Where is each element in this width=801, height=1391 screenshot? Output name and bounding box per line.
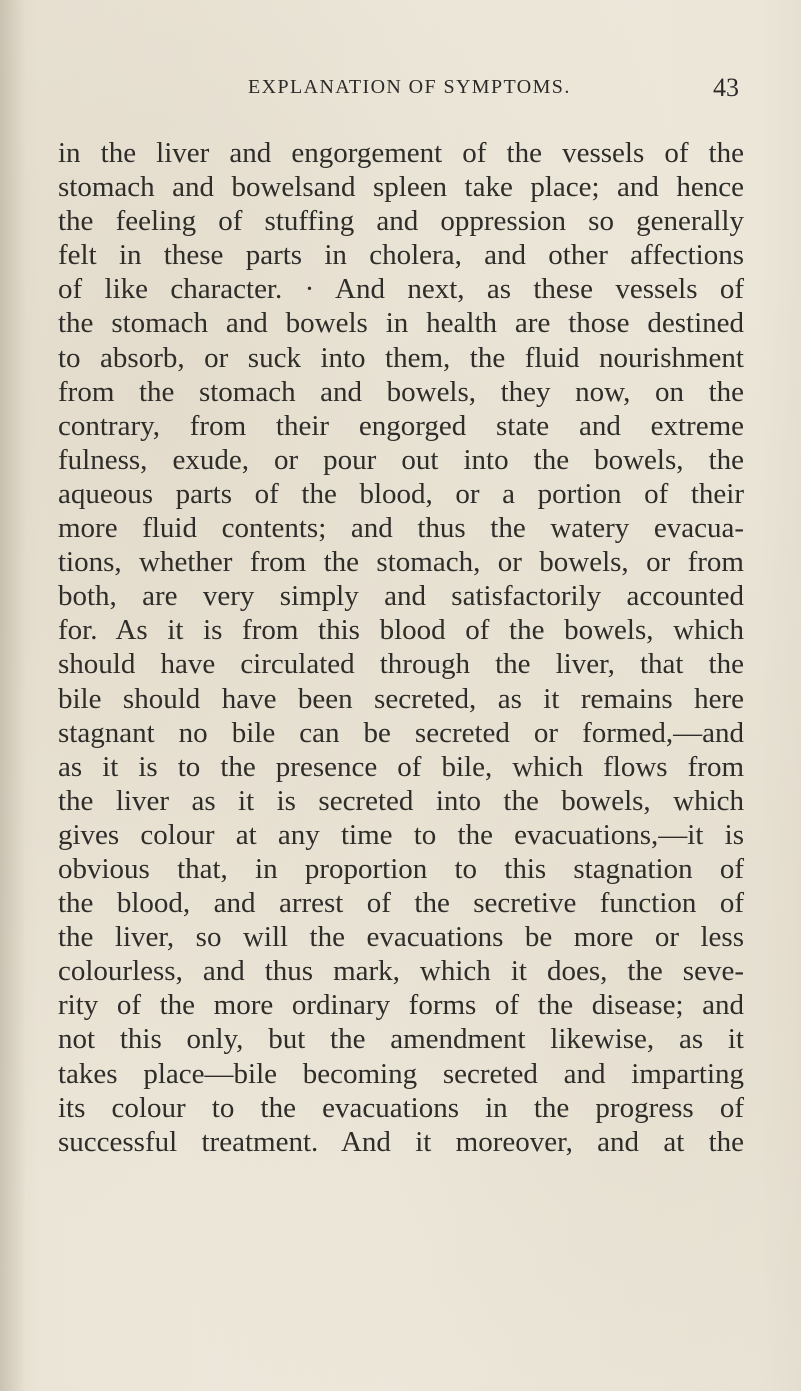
running-head-title: EXPLANATION OF SYMPTOMS. bbox=[248, 76, 571, 98]
text-line: colourless, and thus mark, which it does, the seve- bbox=[58, 955, 744, 988]
text-line: for. As it is from this blood of the bowels, which bbox=[58, 614, 744, 647]
text-line: in the liver and engorgement of the vessels of the bbox=[58, 137, 744, 169]
text-line: aqueous parts of the blood, or a portion of their bbox=[58, 477, 744, 510]
text-line: bile should have been secreted, as it remains here bbox=[58, 682, 744, 715]
text-line: the blood, and arrest of the secretive function of bbox=[58, 887, 744, 920]
text-line: more fluid contents; and thus the watery evacua- bbox=[58, 512, 744, 545]
text-line: the liver as it is secreted into the bowels, which bbox=[58, 784, 744, 817]
text-line: not this only, but the amendment likewise, as it bbox=[58, 1023, 744, 1056]
text-line: stomach and bowelsand spleen take place; and hence bbox=[58, 171, 744, 204]
text-line: tions, whether from the stomach, or bowels, or from bbox=[58, 546, 744, 579]
text-line: stagnant no bile can be secreted or formed,—and bbox=[58, 716, 744, 749]
body-text bbox=[58, 136, 744, 1159]
text-line: the feeling of stuffing and oppression so generally bbox=[58, 205, 744, 238]
text-line: should have circulated through the liver, that the bbox=[58, 648, 744, 681]
text-line: both, are very simply and satisfactorily accounted bbox=[58, 580, 744, 613]
text-line: contrary, from their engorged state and extreme bbox=[58, 409, 744, 442]
text-line: felt in these parts in cholera, and other affections bbox=[58, 239, 744, 272]
text-line: the stomach and bowels in health are those destined bbox=[58, 307, 744, 340]
text-line: takes place—bile becoming secreted and imparting bbox=[58, 1057, 744, 1090]
text-line: of like character. · And next, as these vessels of bbox=[58, 273, 744, 306]
text-line: successful treatment. And it moreover, and at the bbox=[58, 1125, 744, 1158]
text-line: from the stomach and bowels, they now, on the bbox=[58, 375, 744, 408]
text-line: gives colour at any time to the evacuations,—it is bbox=[58, 818, 744, 851]
text-line: fulness, exude, or pour out into the bowels, the bbox=[58, 443, 744, 476]
text-line: as it is to the presence of bile, which flows from bbox=[58, 750, 744, 783]
page-number: 43 bbox=[713, 73, 739, 102]
text-line: obvious that, in proportion to this stagnation of bbox=[58, 852, 744, 885]
text-line: rity of the more ordinary forms of the disease; and bbox=[58, 989, 744, 1022]
text-line: its colour to the evacuations in the progress of bbox=[58, 1091, 744, 1124]
page-shadow-edge bbox=[0, 0, 26, 1391]
running-head bbox=[0, 73, 801, 110]
text-line: the liver, so will the evacuations be more or less bbox=[58, 921, 744, 954]
text-line: to absorb, or suck into them, the fluid nourishment bbox=[58, 341, 744, 374]
